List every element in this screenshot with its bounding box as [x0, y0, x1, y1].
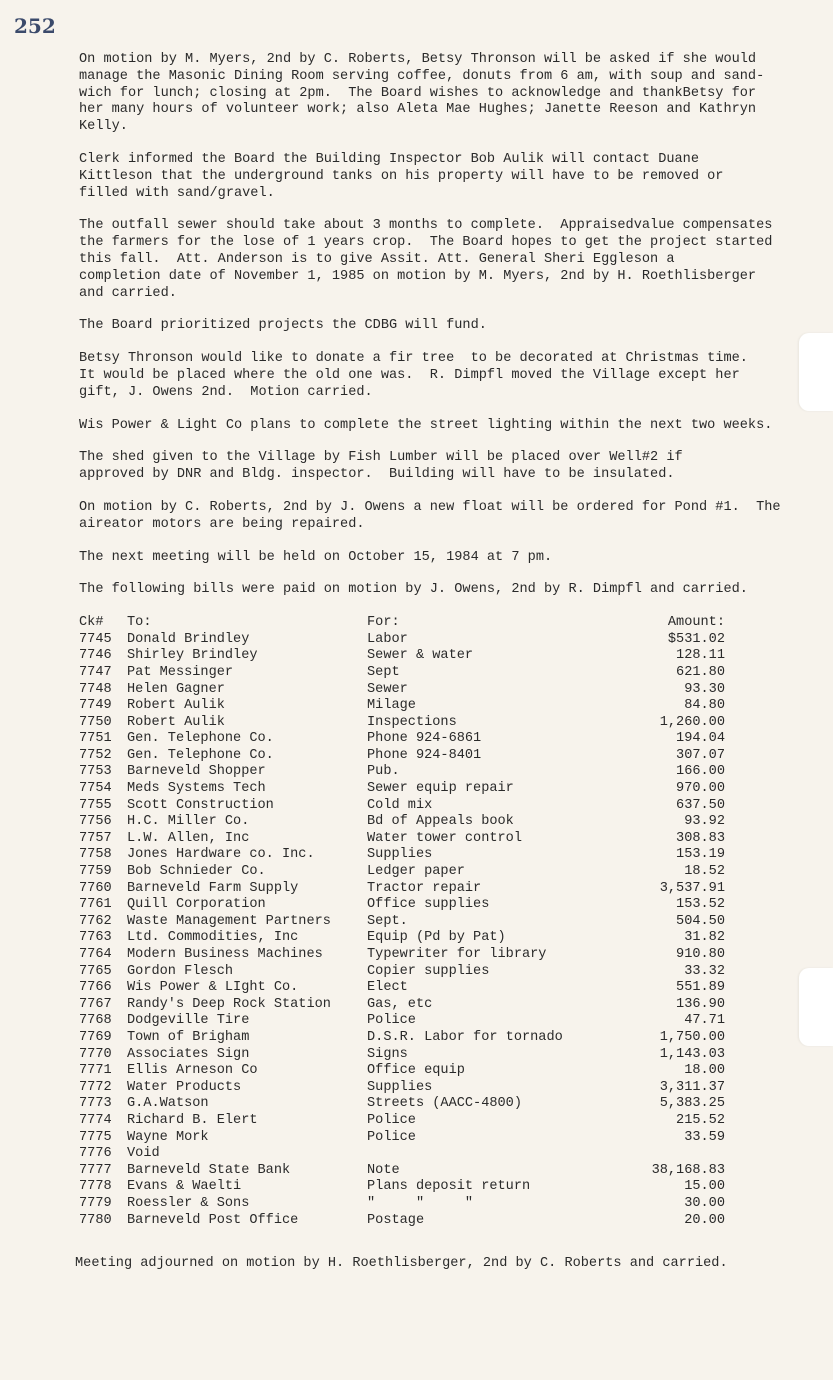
bill-ck: 7756 [79, 814, 112, 830]
bill-to: Barneveld State Bank [127, 1162, 291, 1178]
bill-amount: 15.00 [684, 1179, 725, 1195]
bill-amount: 1,143.03 [659, 1046, 725, 1062]
bill-amount: 153.52 [676, 897, 725, 913]
bill-amount: 20.00 [684, 1212, 725, 1228]
bill-for: Supplies [367, 1079, 433, 1095]
bill-amount: 31.82 [684, 930, 725, 946]
bill-amount: 136.90 [676, 996, 725, 1012]
paragraph: Clerk informed the Board the Building Inspector Bob Aulik will contact Duane Kittleson that the underground tanks on his property will have to be removed or filled with sand/gravel. [79, 151, 724, 201]
bill-ck: 7748 [79, 681, 112, 697]
bill-amount: 3,311.37 [659, 1079, 725, 1095]
bill-to: Gen. Telephone Co. [127, 731, 274, 747]
bill-for: Sept. [367, 913, 408, 929]
bill-amount: 1,750.00 [659, 1029, 725, 1045]
table-row [79, 897, 794, 914]
bills-rows [79, 632, 794, 1229]
bill-ck: 7769 [79, 1029, 112, 1045]
bill-amount: 970.00 [676, 781, 725, 797]
bill-amount: 215.52 [676, 1112, 725, 1128]
bill-to: Associates Sign [127, 1046, 250, 1062]
bill-for: " " " [367, 1195, 474, 1211]
bill-amount: 308.83 [676, 830, 725, 846]
bill-ck: 7772 [79, 1079, 112, 1095]
bill-ck: 7751 [79, 731, 112, 747]
bill-for: Streets (AACC-4800) [367, 1096, 522, 1112]
bill-to: Modern Business Machines [127, 947, 323, 962]
bill-amount: 18.00 [684, 1063, 725, 1079]
table-row [79, 1113, 794, 1130]
bill-ck: 7747 [79, 664, 112, 680]
table-row [79, 1213, 794, 1230]
bill-to: Helen Gagner [127, 681, 225, 697]
table-row [79, 1096, 794, 1113]
table-row [79, 698, 794, 715]
table-row [79, 1163, 794, 1180]
bill-to: Town of Brigham [127, 1029, 250, 1045]
bill-to: Water Products [127, 1079, 242, 1095]
bill-ck: 7777 [79, 1162, 112, 1178]
table-row [79, 980, 794, 997]
table-row [79, 814, 794, 831]
bill-ck: 7761 [79, 897, 112, 913]
table-row [79, 964, 794, 981]
header-for: For: [367, 615, 400, 631]
paragraph: The shed given to the Village by Fish Lumber will be placed over Well#2 if approved by DNR and Bldg. inspector. Building will have to be insulated. [79, 450, 683, 483]
table-row [79, 1146, 794, 1163]
punch-hole-tab [799, 333, 833, 411]
bill-amount: 47.71 [684, 1013, 725, 1029]
bill-ck: 7753 [79, 764, 112, 780]
table-row [79, 1013, 794, 1030]
bills-table [79, 615, 794, 1229]
bill-amount: 637.50 [676, 797, 725, 813]
page-number: 252 [14, 14, 56, 38]
bill-ck: 7749 [79, 698, 112, 714]
bill-to: Wayne Mork [127, 1129, 209, 1145]
bill-to: G.A.Watson [127, 1096, 209, 1112]
bill-amount: $531.02 [667, 631, 725, 647]
bills-header-row [79, 615, 794, 632]
paragraph: On motion by M. Myers, 2nd by C. Roberts, Betsy Thronson will be asked if she would manage the Masonic Dining Room serving coffee, donuts from 6 am, with soup and sand- wich for lunch; closing at 2pm. The Board wishes to acknowledge and thankBetsy for her many hours of volunteer work; also Aleta Mae Hughes; Janette Reeson and Kathryn Kelly. [79, 52, 765, 135]
bill-to: Richard B. Elert [127, 1112, 258, 1128]
bill-for: Typewriter for library [367, 947, 547, 962]
bill-for: Gas, etc [367, 996, 433, 1012]
bill-to: Ellis Arneson Co [127, 1063, 258, 1079]
bill-to: Barneveld Post Office [127, 1212, 299, 1228]
header-ck: Ck# [79, 615, 104, 631]
bill-amount: 504.50 [676, 913, 725, 929]
table-row [79, 1063, 794, 1080]
bill-for: Signs [367, 1046, 408, 1062]
bill-ck: 7752 [79, 747, 112, 763]
bill-to: Gordon Flesch [127, 963, 234, 979]
bill-amount: 551.89 [676, 980, 725, 996]
bill-amount: 38,168.83 [651, 1162, 725, 1178]
table-row [79, 665, 794, 682]
bill-amount: 18.52 [684, 864, 725, 880]
bill-ck: 7776 [79, 1146, 112, 1162]
table-row [79, 831, 794, 848]
bill-to: Waste Management Partners [127, 913, 331, 929]
table-row [79, 1179, 794, 1196]
bill-for: Inspections [367, 714, 457, 730]
bill-to: Meds Systems Tech [127, 781, 266, 797]
closing-statement: Meeting adjourned on motion by H. Roethlisberger, 2nd by C. Roberts and carried. [75, 1256, 728, 1271]
bill-for: Note [367, 1162, 400, 1178]
bill-for: Sewer & water [367, 648, 474, 664]
table-row [79, 1080, 794, 1097]
bill-for: Postage [367, 1212, 425, 1228]
bill-for: Sept [367, 664, 400, 680]
bill-to: H.C. Miller Co. [127, 814, 250, 830]
bill-for: Elect [367, 980, 408, 996]
paragraph: Betsy Thronson would like to donate a fir tree to be decorated at Christmas time. It would be placed where the old one was. R. Dimpfl moved the Village except her gift, J. Owens 2nd. Motion carried. [79, 351, 748, 400]
table-row [79, 1030, 794, 1047]
table-row [79, 914, 794, 931]
bill-to: Robert Aulik [127, 698, 225, 714]
paragraph: On motion by C. Roberts, 2nd by J. Owens a new float will be ordered for Pond #1. The aireator motors are being repaired. [79, 499, 781, 532]
bill-amount: 166.00 [676, 764, 725, 780]
table-row [79, 682, 794, 699]
bill-ck: 7766 [79, 980, 112, 996]
table-row [79, 997, 794, 1014]
bill-to: Ltd. Commodities, Inc [127, 930, 299, 946]
bill-amount: 30.00 [684, 1195, 725, 1211]
table-row [79, 715, 794, 732]
bill-to: Gen. Telephone Co. [127, 747, 274, 763]
bill-for: Police [367, 1112, 416, 1128]
bill-ck: 7762 [79, 913, 112, 929]
bill-amount: 3,537.91 [659, 880, 725, 896]
bill-ck: 7779 [79, 1195, 112, 1211]
bill-ck: 7755 [79, 797, 112, 813]
bill-ck: 7780 [79, 1212, 112, 1228]
bill-to: Quill Corporation [127, 897, 266, 913]
bill-amount: 194.04 [676, 731, 725, 747]
bill-amount [617, 1146, 725, 1163]
bill-ck: 7750 [79, 714, 112, 730]
bill-amount: 910.80 [676, 947, 725, 962]
bill-ck: 7757 [79, 830, 112, 846]
bill-to: L.W. Allen, Inc [127, 830, 250, 846]
bill-ck: 7770 [79, 1046, 112, 1062]
bill-for: Supplies [367, 847, 433, 863]
bill-for: Bd of Appeals book [367, 814, 514, 830]
table-row [79, 1196, 794, 1213]
bill-ck: 7764 [79, 947, 112, 962]
bill-amount: 93.30 [684, 681, 725, 697]
bill-amount: 33.59 [684, 1129, 725, 1145]
table-row [79, 731, 794, 748]
bill-ck: 7760 [79, 880, 112, 896]
bill-for: Phone 924-8401 [367, 747, 482, 763]
table-row [79, 648, 794, 665]
bill-ck: 7768 [79, 1013, 112, 1029]
table-row [79, 947, 794, 964]
bill-for: Copier supplies [367, 963, 490, 979]
paragraph: The next meeting will be held on October 15, 1984 at 7 pm. [79, 549, 553, 565]
table-row [79, 881, 794, 898]
bill-amount: 307.07 [676, 747, 725, 763]
bill-to: Robert Aulik [127, 714, 225, 730]
table-row [79, 798, 794, 815]
bill-ck: 7746 [79, 648, 112, 664]
bill-for: Sewer [367, 681, 408, 697]
punch-hole-tab [799, 968, 833, 1046]
bill-amount: 153.19 [676, 847, 725, 863]
bill-to: Evans & Waelti [127, 1179, 242, 1195]
bill-to: Dodgeville Tire [127, 1013, 250, 1029]
bill-for: Phone 924-6861 [367, 731, 482, 747]
bill-ck: 7745 [79, 631, 112, 647]
bill-to: Barneveld Farm Supply [127, 880, 299, 896]
bill-for: Milage [367, 698, 416, 714]
bill-ck: 7758 [79, 847, 112, 863]
bill-for: Office equip [367, 1063, 465, 1079]
table-row [79, 1130, 794, 1147]
paragraph: The Board prioritized projects the CDBG will fund. [79, 318, 487, 334]
bill-amount: 5,383.25 [659, 1096, 725, 1112]
bill-to: Randy's Deep Rock Station [127, 996, 331, 1012]
bill-for: Sewer equip repair [367, 781, 514, 797]
bill-amount: 621.80 [676, 664, 725, 680]
bill-ck: 7759 [79, 864, 112, 880]
bill-for: Office supplies [367, 897, 490, 913]
table-row [79, 1047, 794, 1064]
bill-amount: 1,260.00 [659, 714, 725, 730]
table-row [79, 748, 794, 765]
bill-amount: 33.32 [684, 963, 725, 979]
bill-to: Jones Hardware co. Inc. [127, 847, 315, 863]
bill-to: Shirley Brindley [127, 648, 258, 664]
bill-to: Scott Construction [127, 797, 274, 813]
bill-ck: 7778 [79, 1179, 112, 1195]
bill-ck: 7774 [79, 1112, 112, 1128]
bill-ck: 7773 [79, 1096, 112, 1112]
bill-to: Barneveld Shopper [127, 764, 266, 780]
table-row [79, 864, 794, 881]
bill-for: Cold mix [367, 797, 433, 813]
bill-amount: 93.92 [684, 814, 725, 830]
paragraph: The outfall sewer should take about 3 months to complete. Appraisedvalue compensates the farmers for the lose of 1 years crop. The Board hopes to get the project started this fall. Att. Anderson is to give Assit. Att. General Sheri Eggleson a completion date of November 1, 1985 on motion by M. Myers, 2nd by H. Roethlisberger and carried. [79, 218, 773, 301]
bill-to: Wis Power & LIght Co. [127, 980, 299, 996]
bill-for [367, 1146, 617, 1163]
bill-for: Equip (Pd by Pat) [367, 930, 506, 946]
table-row [79, 632, 794, 649]
bill-for: Plans deposit return [367, 1179, 531, 1195]
bill-ck: 7775 [79, 1129, 112, 1145]
bill-for: Police [367, 1129, 416, 1145]
bill-ck: 7763 [79, 930, 112, 946]
bill-for: D.S.R. Labor for tornado [367, 1029, 563, 1045]
bill-to: Donald Brindley [127, 631, 250, 647]
bill-for: Ledger paper [367, 864, 465, 880]
bill-for: Water tower control [367, 830, 522, 846]
table-row [79, 781, 794, 798]
bill-for: Labor [367, 631, 408, 647]
bill-for: Police [367, 1013, 416, 1029]
bill-to: Pat Messinger [127, 664, 234, 680]
header-amount: Amount: [667, 615, 725, 631]
bill-ck: 7765 [79, 963, 112, 979]
paragraph: Wis Power & Light Co plans to complete the street lighting within the next two weeks. [79, 417, 773, 433]
paragraph: The following bills were paid on motion by J. Owens, 2nd by R. Dimpfl and carried. [79, 582, 748, 598]
table-row [79, 930, 794, 947]
bill-ck: 7771 [79, 1063, 112, 1079]
bill-ck: 7767 [79, 996, 112, 1012]
bill-to: Roessler & Sons [127, 1195, 250, 1211]
bill-to: Void [127, 1146, 160, 1162]
minutes-body [79, 52, 794, 1229]
bill-for: Pub. [367, 764, 400, 780]
header-to: To: [127, 615, 152, 631]
bill-amount: 128.11 [676, 648, 725, 664]
table-row [79, 764, 794, 781]
table-row [79, 847, 794, 864]
bill-amount: 84.80 [684, 698, 725, 714]
bill-ck: 7754 [79, 781, 112, 797]
bill-to: Bob Schnieder Co. [127, 864, 266, 880]
bill-for: Tractor repair [367, 880, 482, 896]
